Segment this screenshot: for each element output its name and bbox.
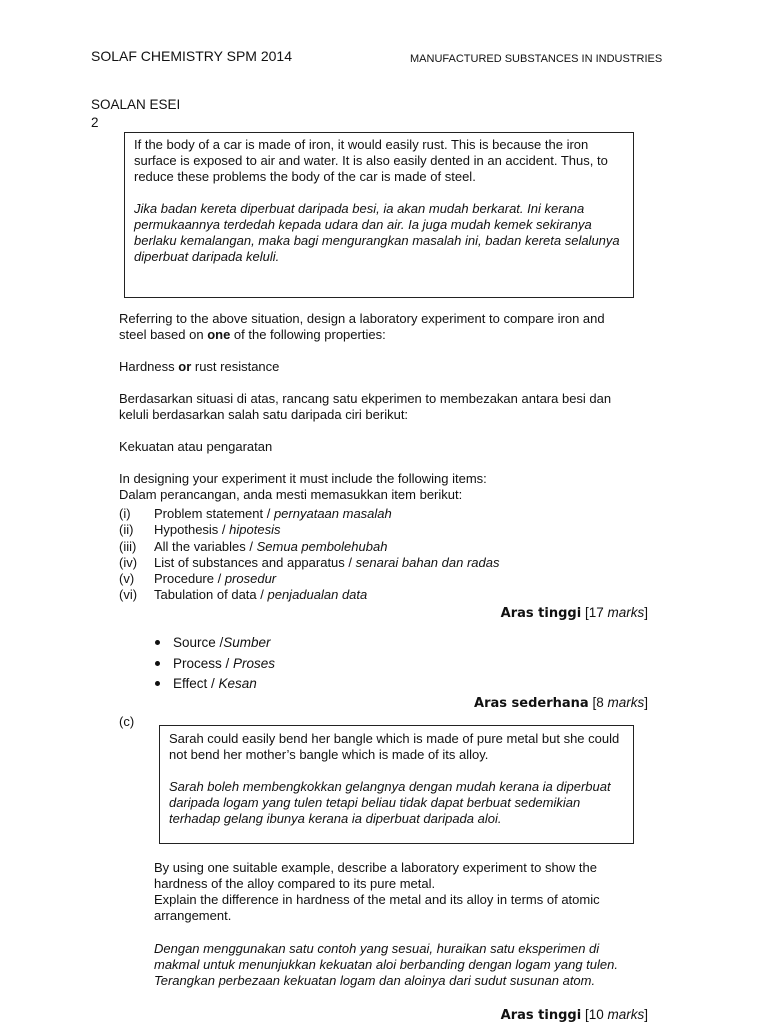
props-or: or [178, 359, 192, 374]
marks-level: Aras tinggi [500, 1008, 582, 1023]
item-malay: hipotesis [229, 522, 281, 537]
marks-level: Aras tinggi [500, 606, 582, 621]
item-text [154, 555, 499, 571]
question-c-line3: Explain the difference in hardness of the metal and its alloy in terms of atomic [154, 892, 600, 907]
question-c-malay: Dengan menggunakan satu contoh yang sesuai, huraikan satu eksperimen di makmal untuk menunjukkan kekuatan aloi berbanding dengan logam yang tulen. Terangkan perbezaan kekuatan logam dan aloinya dari sudut susunan atom. [154, 941, 618, 988]
scenario-malay: Jika badan kereta diperbuat daripada besi, ia akan mudah berkarat. Ini kerana permukaannya terdedah kepada udara dan air. Ia juga mudah kemek sekiranya berlaku kemalangan, maka bagi mengurangkan masalah ini, badan kereta selalunya diperbuat daripada keluli. [134, 201, 620, 264]
bullet-english: Source / [173, 635, 224, 650]
bangle-box [159, 725, 634, 844]
question-c-line2: hardness of the alloy compared to its pure metal. [154, 876, 436, 891]
marks-bracket-open: [ [581, 1007, 589, 1022]
question-a-line2 [119, 327, 659, 343]
question-a-malay-line1: Berdasarkan situasi di atas, rancang satu ekperimen to membezakan antara besi dan [119, 391, 612, 406]
bullet-malay: Sumber [223, 635, 271, 650]
bullet-icon [155, 640, 160, 645]
header-right: MANUFACTURED SUBSTANCES IN INDUSTRIES [410, 53, 663, 65]
properties-malay: Kekuatan atau pengaratan [119, 439, 273, 454]
item-malay: prosedur [224, 571, 277, 586]
list-item [119, 571, 639, 587]
bullet-english: Process / [173, 656, 234, 671]
item-english: Hypothesis / [154, 522, 230, 537]
marks-bracket-close: ] [644, 695, 648, 710]
question-a-malay-line2: keluli berdasarkan salah satu daripada ciri berikut: [119, 407, 409, 422]
bangle-malay: Sarah boleh membengkokkan gelangnya dengan mudah kerana ia diperbuat daripada logam yang tulen tetapi beliau tidak dapat berbuat sedemikian terhadap gelang ibunya kerana ia diperbuat daripada aloi. [169, 779, 611, 826]
marks-bracket-open: [ [588, 695, 597, 710]
list-item [155, 635, 271, 653]
item-english: Problem statement / [154, 506, 274, 521]
header-left: SOLAF CHEMISTRY SPM 2014 [91, 48, 292, 64]
marks-number: 10 [588, 1007, 604, 1022]
bangle-english: Sarah could easily bend her bangle which is made of pure metal but she could not bend her mother’s bangle which is made of its alloy. [169, 731, 620, 762]
item-english: Tabulation of data / [154, 587, 268, 602]
question-a-emphasis: one [207, 327, 231, 342]
section-title: SOALAN ESEI [91, 97, 181, 112]
bullet-malay: Proses [233, 656, 276, 671]
scenario-box [124, 132, 634, 298]
question-a-line1: Referring to the above situation, design a laboratory experiment to compare iron and [119, 311, 605, 326]
marks-unit: marks [603, 605, 645, 620]
question-c-line4: arrangement. [154, 908, 232, 923]
item-english: Procedure / [154, 571, 225, 586]
item-english: List of substances and apparatus / [154, 555, 356, 570]
marks-unit: marks [603, 695, 645, 710]
item-text [154, 571, 276, 587]
question-a-line2-post: of the following properties: [230, 327, 386, 342]
list-item [119, 539, 639, 555]
marks-number: 17 [588, 605, 604, 620]
item-malay: senarai bahan dan radas [355, 555, 500, 570]
item-number: (i) [119, 506, 131, 521]
list-item [155, 656, 275, 674]
list-item [119, 506, 639, 522]
marks-bracket-open: [ [581, 605, 589, 620]
items-intro-english: In designing your experiment it must include the following items: [119, 471, 487, 486]
item-text [154, 506, 392, 522]
props-post: rust resistance [191, 359, 280, 374]
item-number: (iv) [119, 555, 138, 570]
bullet-icon [155, 661, 160, 666]
marks-b [474, 695, 648, 712]
items-intro-malay: Dalam perancangan, anda mesti memasukkan item berikut: [119, 487, 463, 502]
marks-bracket-close: ] [644, 605, 648, 620]
question-c-label: (c) [119, 714, 135, 729]
item-malay: Semua pembolehubah [256, 539, 388, 554]
list-item [155, 676, 257, 694]
item-malay: penjadualan data [267, 587, 368, 602]
item-number: (ii) [119, 522, 134, 537]
marks-level: Aras sederhana [474, 696, 589, 711]
item-malay: pernyataan masalah [273, 506, 392, 521]
marks-a [501, 605, 648, 622]
marks-c [501, 1007, 648, 1024]
list-item [119, 522, 639, 538]
question-number: 2 [91, 115, 99, 130]
item-text [154, 587, 367, 603]
list-item [119, 587, 639, 603]
item-text [154, 522, 280, 538]
item-number: (v) [119, 571, 135, 586]
marks-unit: marks [603, 1007, 645, 1022]
item-number: (vi) [119, 587, 138, 602]
marks-number: 8 [596, 695, 604, 710]
question-c-text [154, 860, 644, 989]
properties-english [119, 359, 659, 375]
marks-bracket-close: ] [644, 1007, 648, 1022]
item-number: (iii) [119, 539, 137, 554]
props-pre: Hardness [119, 359, 179, 374]
question-c-line1: By using one suitable example, describe a laboratory experiment to show the [154, 860, 597, 875]
bullet-english: Effect / [173, 676, 219, 691]
question-a-line2-pre: steel based on [119, 327, 208, 342]
item-text [154, 539, 387, 555]
question-a [119, 311, 659, 503]
bullet-malay: Kesan [218, 676, 257, 691]
item-english: All the variables / [154, 539, 257, 554]
list-item [119, 555, 639, 571]
bullet-icon [155, 681, 160, 686]
scenario-english: If the body of a car is made of iron, it would easily rust. This is because the iron surface is exposed to air and water. It is also easily dented in an accident. Thus, to reduce these problems the body of the car is made of steel. [134, 137, 608, 184]
